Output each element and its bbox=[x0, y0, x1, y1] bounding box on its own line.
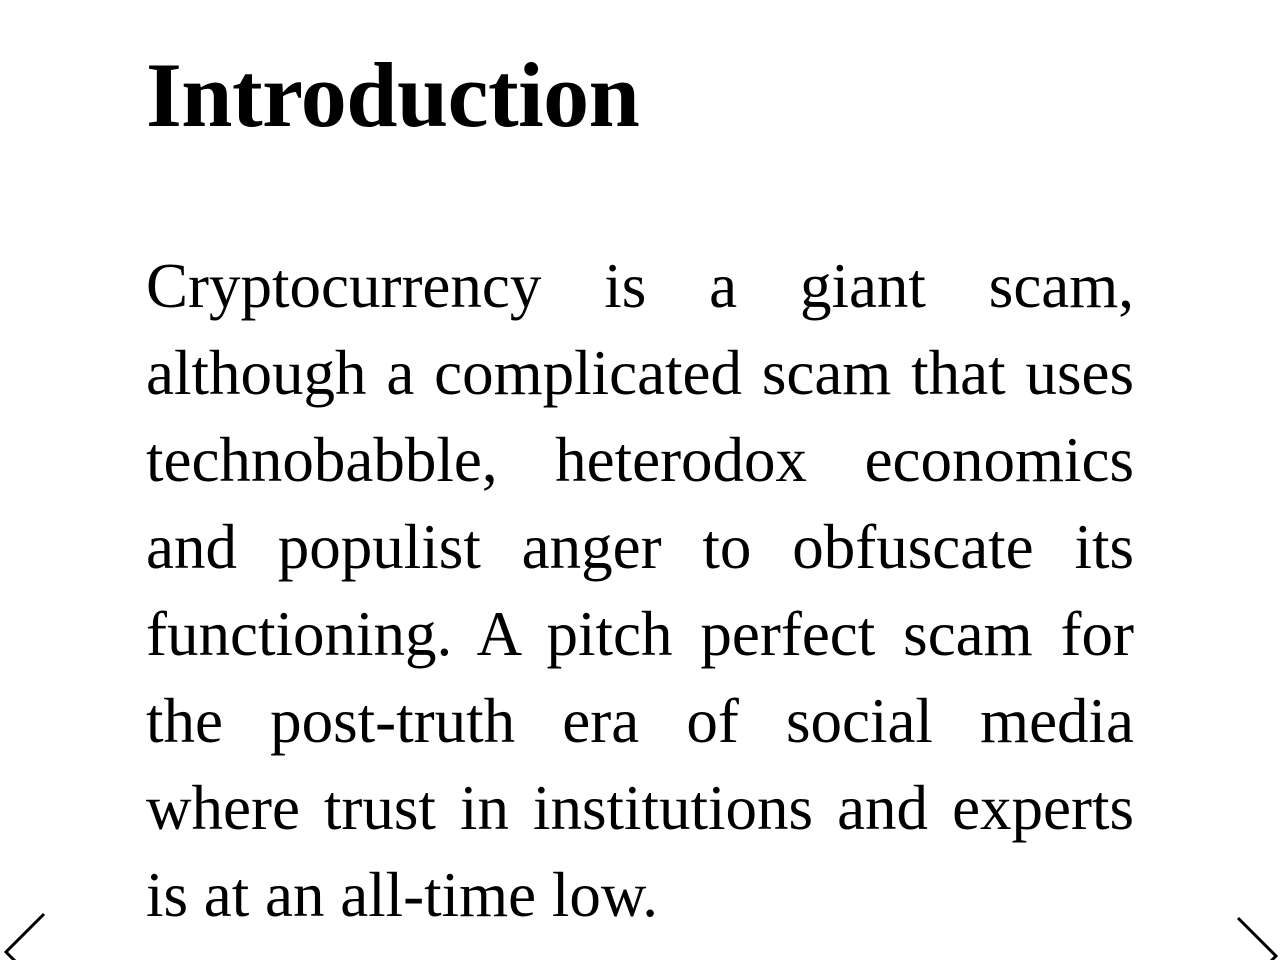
next-page-button[interactable] bbox=[1220, 904, 1280, 960]
chevron-right-icon bbox=[1220, 904, 1280, 960]
previous-page-button[interactable] bbox=[0, 904, 60, 960]
chevron-left-icon bbox=[0, 904, 60, 960]
chapter-paragraph: Cryptocurrency is a giant scam, although a complicated scam that uses technobabble, heterodox economics and populist anger to obfuscate its functioning. A pitch perfect scam for the post-truth era of social media where trust in institutions and experts is at an all-time low. bbox=[146, 251, 1134, 930]
page-content bbox=[146, 42, 1134, 939]
chapter-title: Introduction bbox=[146, 44, 640, 146]
